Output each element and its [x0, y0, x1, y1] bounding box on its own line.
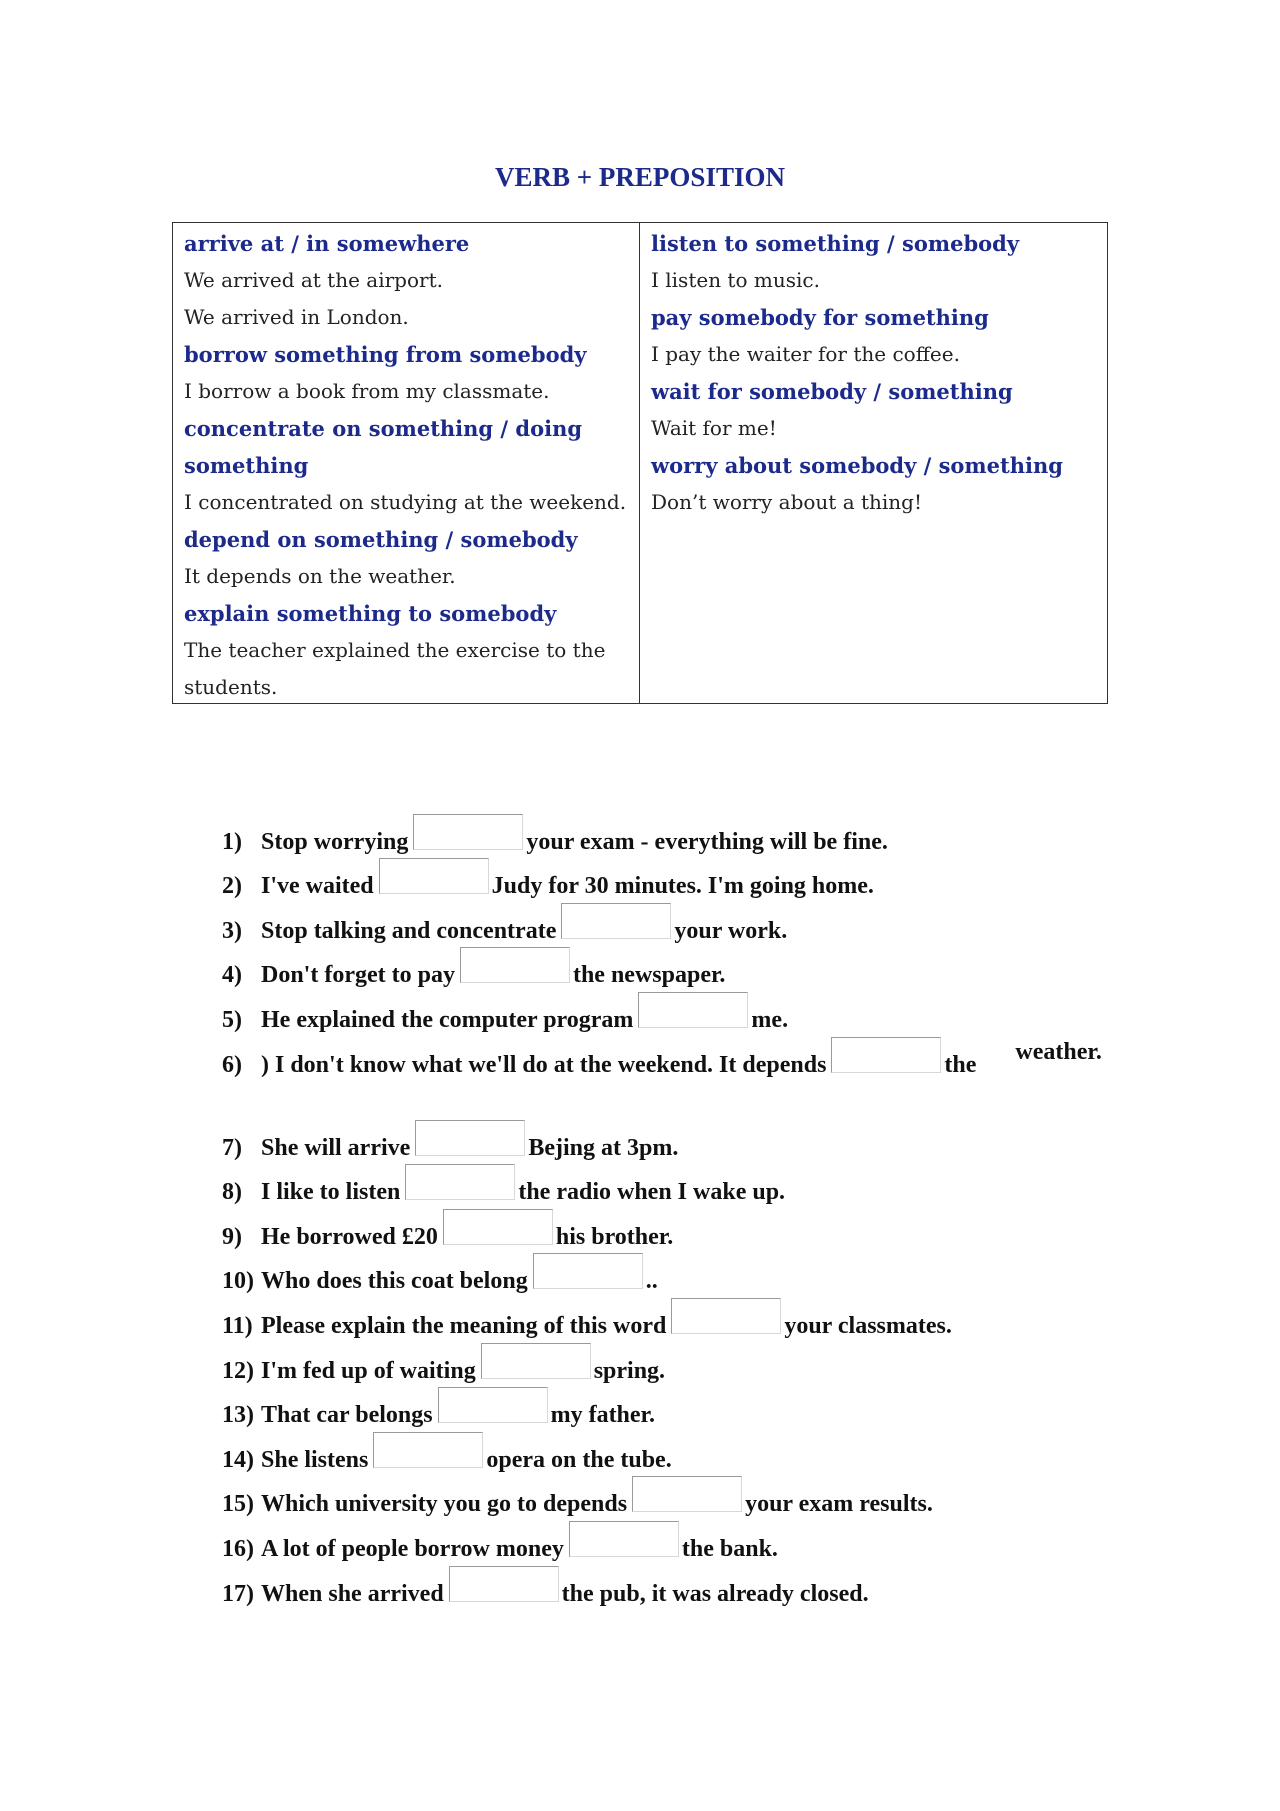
answer-blank-input[interactable]: [561, 903, 671, 939]
sentence-start: Who does this coat belong: [261, 1268, 528, 1295]
sentence-start: He explained the computer program: [261, 1006, 634, 1033]
reference-table: [172, 222, 1108, 704]
exercise-item: [222, 1563, 1102, 1608]
answer-blank-input[interactable]: [533, 1253, 643, 1289]
exercise-item: [222, 1034, 1102, 1117]
sentence-start: I've waited: [261, 873, 374, 900]
answer-blank-input[interactable]: [438, 1387, 548, 1423]
exercise-item: [222, 1385, 1102, 1430]
answer-blank-input[interactable]: [373, 1432, 483, 1468]
example-sentence: Wait for me!: [651, 416, 777, 440]
sentence-start: Don't forget to pay: [261, 962, 455, 989]
sentence-start: Which university you go to depends: [261, 1491, 628, 1518]
exercise-number: 1): [222, 828, 242, 855]
answer-blank-input[interactable]: [632, 1476, 742, 1512]
exercise-item: [222, 1251, 1102, 1296]
verb-pattern-heading: arrive at / in somewhere: [184, 231, 470, 256]
page-title: VERB + PREPOSITION: [495, 162, 785, 192]
sentence-start: That car belongs: [261, 1402, 433, 1429]
exercise-list: [222, 811, 1102, 1608]
sentence-continuation: weather.: [1015, 1038, 1102, 1065]
verb-pattern-heading: wait for somebody / something: [651, 379, 1013, 404]
answer-blank-input[interactable]: [569, 1521, 679, 1557]
verb-pattern-heading: concentrate on something / doing: [184, 416, 583, 441]
example-sentence: The teacher explained the exercise to the: [184, 638, 606, 662]
exercise-number: 4): [222, 962, 242, 989]
exercise-item: [222, 1518, 1102, 1563]
answer-blank-input[interactable]: [413, 814, 523, 850]
sentence-end: the bank.: [681, 1535, 778, 1562]
example-sentence: Don’t worry about a thing!: [651, 490, 923, 514]
exercise-item: [222, 811, 1102, 856]
verb-pattern-heading: something: [184, 453, 309, 478]
exercise-number: 14): [222, 1446, 254, 1473]
sentence-start: When she arrived: [261, 1580, 444, 1607]
exercise-number: 8): [222, 1179, 242, 1206]
sentence-end: your exam - everything will be fine.: [526, 828, 888, 855]
sentence-end: my father.: [550, 1402, 656, 1429]
exercise-number: 13): [222, 1402, 254, 1429]
sentence-start: She will arrive: [261, 1134, 411, 1161]
reference-column-right: [640, 223, 1107, 703]
exercise-item: [222, 945, 1102, 990]
verb-pattern-heading: borrow something from somebody: [184, 342, 587, 367]
exercise-number: 2): [222, 873, 242, 900]
exercise-item: [222, 1162, 1102, 1207]
sentence-end: spring.: [593, 1357, 666, 1384]
verb-pattern-heading: worry about somebody / something: [651, 453, 1063, 478]
sentence-start: Please explain the meaning of this word: [261, 1312, 667, 1339]
verb-pattern-heading: pay somebody for something: [651, 305, 989, 330]
sentence-start: I like to listen: [261, 1179, 401, 1206]
sentence-end: me.: [751, 1006, 789, 1033]
answer-blank-input[interactable]: [449, 1566, 559, 1602]
sentence-end: Bejing at 3pm.: [528, 1134, 679, 1161]
sentence-start: Stop talking and concentrate: [261, 917, 557, 944]
exercise-number: 15): [222, 1491, 254, 1518]
sentence-start: She listens: [261, 1446, 369, 1473]
exercise-item: [222, 1117, 1102, 1162]
answer-blank-input[interactable]: [460, 947, 570, 983]
example-sentence: I borrow a book from my classmate.: [184, 379, 550, 403]
exercise-number: 9): [222, 1223, 242, 1250]
answer-blank-input[interactable]: [415, 1120, 525, 1156]
sentence-end: his brother.: [555, 1223, 674, 1250]
sentence-end: ..: [645, 1268, 658, 1295]
sentence-start: He borrowed £20: [261, 1223, 438, 1250]
example-sentence: I listen to music.: [651, 268, 820, 292]
answer-blank-input[interactable]: [831, 1037, 941, 1073]
exercise-item: [222, 1474, 1102, 1519]
sentence-end: opera on the tube.: [486, 1446, 672, 1473]
exercise-item: [222, 1206, 1102, 1251]
exercise-number: 5): [222, 1006, 242, 1033]
sentence-end: the radio when I wake up.: [518, 1179, 786, 1206]
example-sentence: We arrived at the airport.: [184, 268, 443, 292]
answer-blank-input[interactable]: [481, 1343, 591, 1379]
exercise-number: 10): [222, 1268, 254, 1295]
answer-blank-input[interactable]: [379, 858, 489, 894]
example-sentence: students.: [184, 675, 278, 699]
example-sentence: I pay the waiter for the coffee.: [651, 342, 960, 366]
sentence-end: the newspaper.: [572, 962, 726, 989]
answer-blank-input[interactable]: [405, 1164, 515, 1200]
reference-column-left: [173, 223, 640, 703]
example-sentence: I concentrated on studying at the weekend.: [184, 490, 627, 514]
exercise-number: 16): [222, 1535, 254, 1562]
sentence-start: I'm fed up of waiting: [261, 1357, 476, 1384]
sentence-start: ) I don't know what we'll do at the weekend. It depends: [261, 1051, 827, 1078]
sentence-end: your exam results.: [745, 1491, 933, 1518]
exercise-number: 17): [222, 1580, 254, 1607]
sentence-end: your classmates.: [784, 1312, 952, 1339]
exercise-number: 3): [222, 917, 242, 944]
exercise-item: [222, 1295, 1102, 1340]
sentence-end: Judy for 30 minutes. I'm going home.: [491, 873, 874, 900]
answer-blank-input[interactable]: [443, 1209, 553, 1245]
sentence-end: the pub, it was already closed.: [561, 1580, 869, 1607]
exercise-number: 12): [222, 1357, 254, 1384]
verb-pattern-heading: depend on something / somebody: [184, 527, 578, 552]
sentence-end: the: [944, 1051, 977, 1078]
answer-blank-input[interactable]: [638, 992, 748, 1028]
example-sentence: It depends on the weather.: [184, 564, 456, 588]
exercise-item: [222, 1429, 1102, 1474]
sentence-end: your work.: [674, 917, 788, 944]
exercise-number: 11): [222, 1312, 253, 1339]
exercise-number: 6): [222, 1051, 242, 1078]
exercise-item: [222, 856, 1102, 901]
answer-blank-input[interactable]: [671, 1298, 781, 1334]
exercise-item: [222, 989, 1102, 1034]
exercise-number: 7): [222, 1134, 242, 1161]
verb-pattern-heading: listen to something / somebody: [651, 231, 1020, 256]
verb-pattern-heading: explain something to somebody: [184, 601, 557, 626]
sentence-start: Stop worrying: [261, 828, 409, 855]
example-sentence: We arrived in London.: [184, 305, 409, 329]
sentence-start: A lot of people borrow money: [261, 1535, 564, 1562]
exercise-item: [222, 900, 1102, 945]
exercise-item: [222, 1340, 1102, 1385]
